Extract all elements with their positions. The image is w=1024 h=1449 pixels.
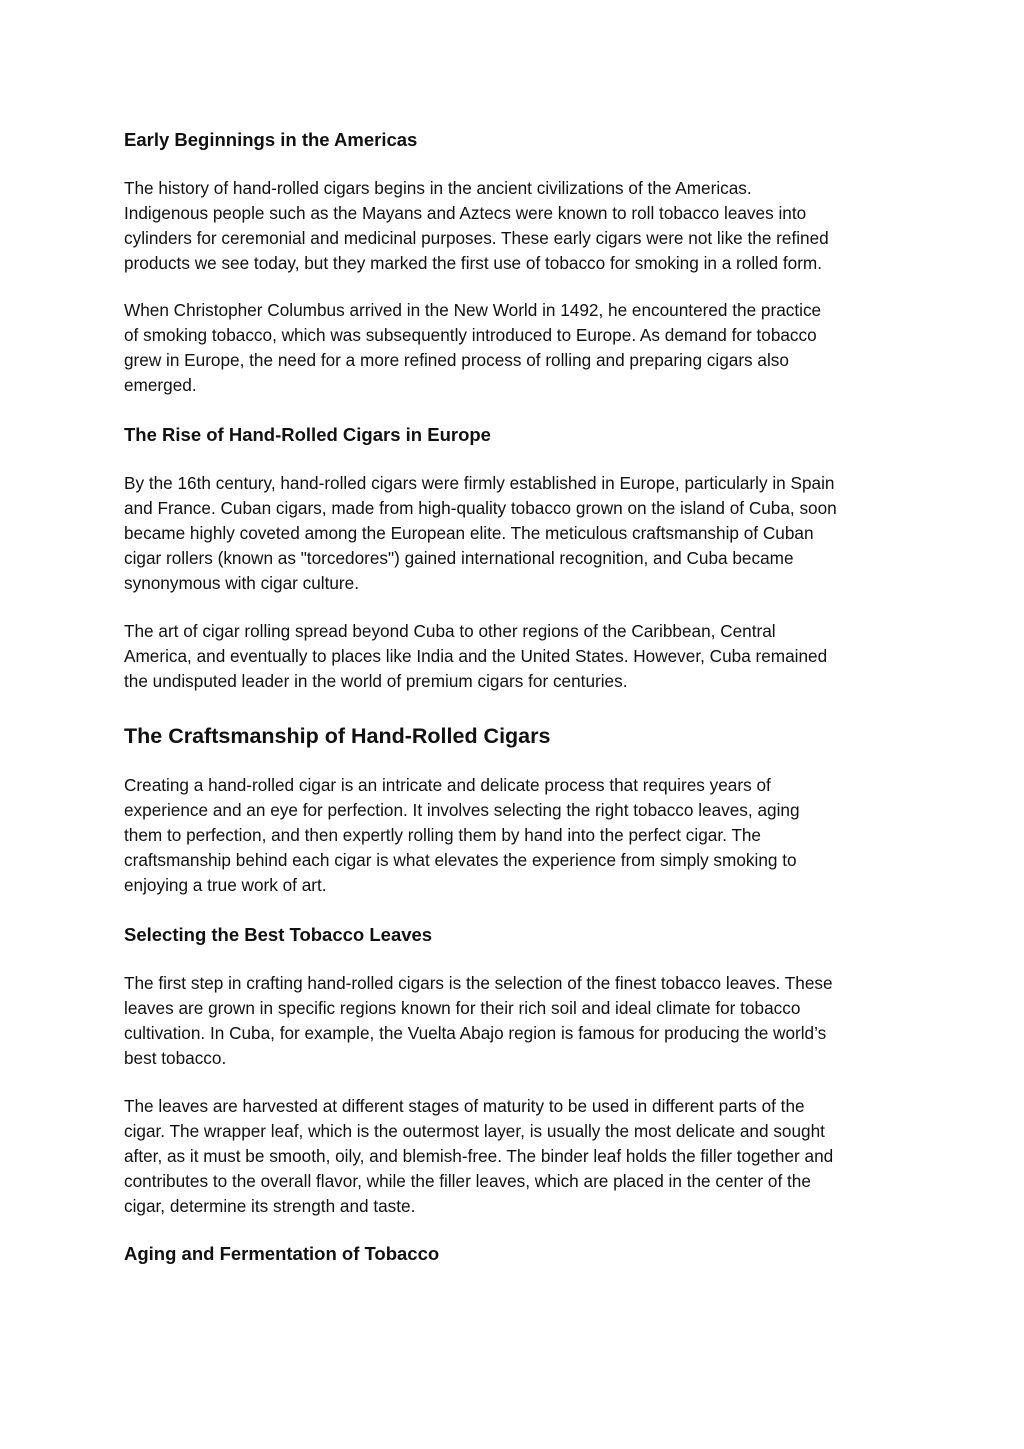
heading-early-beginnings: Early Beginnings in the Americas: [124, 129, 418, 150]
paragraph-line: leaves are grown in specific regions known for their rich soil and ideal climate for tobacco: [124, 998, 801, 1018]
paragraph-line: of smoking tobacco, which was subsequently introduced to Europe. As demand for tobacco: [124, 325, 817, 345]
paragraph-line: cigar, determine its strength and taste.: [124, 1196, 416, 1216]
paragraph-line: them to perfection, and then expertly rolling them by hand into the perfect cigar. The: [124, 825, 761, 845]
paragraph-line: contributes to the overall flavor, while the filler leaves, which are placed in the center of the: [124, 1171, 811, 1191]
paragraph-first-step: [124, 971, 833, 1071]
paragraph-line: enjoying a true work of art.: [124, 875, 327, 895]
paragraph-line: Indigenous people such as the Mayans and Aztecs were known to roll tobacco leaves into: [124, 203, 807, 223]
paragraph-creating-cigar: [124, 773, 800, 898]
paragraph-line: cigar. The wrapper leaf, which is the outermost layer, is usually the most delicate and sought: [124, 1121, 825, 1141]
heading-craftsmanship: The Craftsmanship of Hand-Rolled Cigars: [124, 724, 551, 748]
paragraph-line: cigar rollers (known as "torcedores") gained international recognition, and Cuba became: [124, 548, 794, 568]
paragraph-line: When Christopher Columbus arrived in the New World in 1492, he encountered the practice: [124, 300, 822, 320]
paragraph-line: craftsmanship behind each cigar is what elevates the experience from simply smoking to: [124, 850, 797, 870]
paragraph-line: The leaves are harvested at different stages of maturity to be used in different parts of the: [124, 1096, 805, 1116]
paragraph-harvested-leaves: [124, 1094, 833, 1219]
heading-rise-in-europe: The Rise of Hand-Rolled Cigars in Europe: [124, 424, 491, 445]
paragraph-line: cultivation. In Cuba, for example, the Vuelta Abajo region is famous for producing the world’s: [124, 1023, 827, 1043]
paragraph-line: products we see today, but they marked the first use of tobacco for smoking in a rolled form.: [124, 253, 823, 273]
paragraph-line: Creating a hand-rolled cigar is an intricate and delicate process that requires years of: [124, 775, 771, 795]
paragraph-history-intro: [124, 176, 829, 276]
paragraph-line: emerged.: [124, 375, 197, 395]
paragraph-line: grew in Europe, the need for a more refined process of rolling and preparing cigars also: [124, 350, 789, 370]
paragraph-line: cylinders for ceremonial and medicinal purposes. These early cigars were not like the refined: [124, 228, 829, 248]
paragraph-line: the undisputed leader in the world of premium cigars for centuries.: [124, 671, 628, 691]
paragraph-line: America, and eventually to places like India and the United States. However, Cuba remained: [124, 646, 828, 666]
paragraph-spread-beyond-cuba: [124, 619, 827, 694]
paragraph-line: synonymous with cigar culture.: [124, 573, 359, 593]
paragraph-16th-century: [124, 471, 837, 596]
paragraph-line: The art of cigar rolling spread beyond Cuba to other regions of the Caribbean, Central: [124, 621, 776, 641]
paragraph-columbus: [124, 298, 821, 398]
paragraph-line: experience and an eye for perfection. It involves selecting the right tobacco leaves, aging: [124, 800, 800, 820]
paragraph-line: and France. Cuban cigars, made from high-quality tobacco grown on the island of Cuba, soon: [124, 498, 837, 518]
paragraph-line: after, as it must be smooth, oily, and blemish-free. The binder leaf holds the filler together and: [124, 1146, 834, 1166]
paragraph-line: best tobacco.: [124, 1048, 227, 1068]
heading-aging-fermentation: Aging and Fermentation of Tobacco: [124, 1243, 440, 1264]
paragraph-line: The first step in crafting hand-rolled cigars is the selection of the finest tobacco leaves. These: [124, 973, 833, 993]
paragraph-line: By the 16th century, hand-rolled cigars were firmly established in Europe, particularly in Spain: [124, 473, 835, 493]
paragraph-line: became highly coveted among the European elite. The meticulous craftsmanship of Cuban: [124, 523, 814, 543]
paragraph-line: The history of hand-rolled cigars begins in the ancient civilizations of the Americas.: [124, 178, 752, 198]
heading-selecting-leaves: Selecting the Best Tobacco Leaves: [124, 924, 433, 945]
